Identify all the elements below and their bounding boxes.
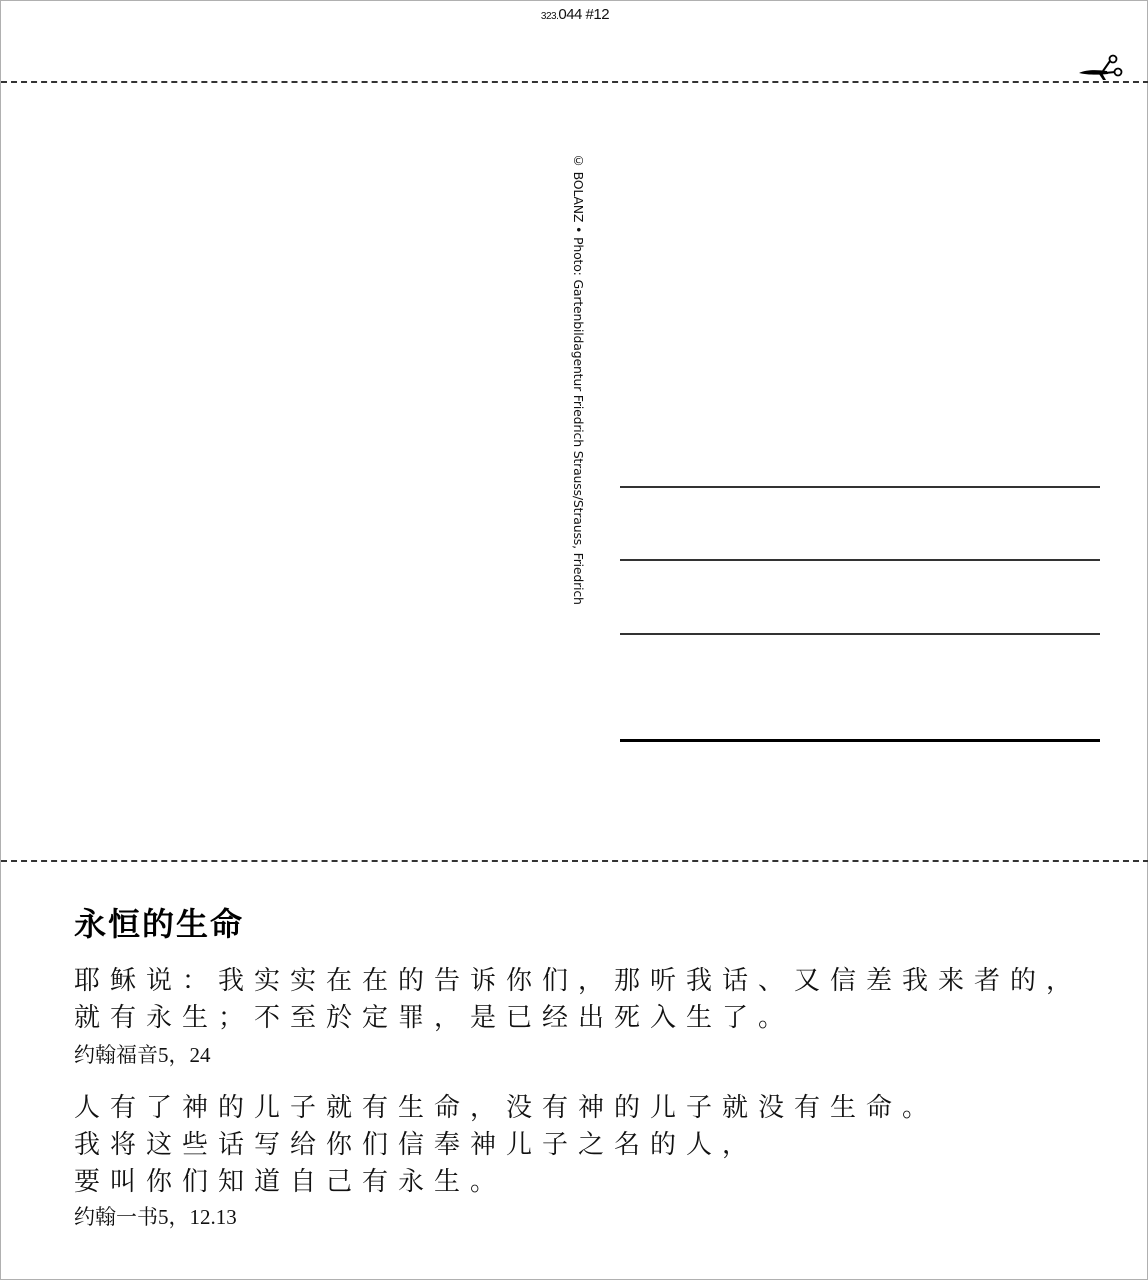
verse2-line2: 我将这些话写给你们信奉神儿子之名的人，: [74, 1130, 759, 1160]
verse1-line1: 耶稣说：我实实在在的告诉你们，那听我话、又信差我来者的，: [74, 966, 1083, 996]
product-code-prefix: 323.: [540, 11, 559, 22]
address-line-3: [620, 633, 1100, 635]
verse2-line3: 要叫你们知道自己有永生。: [74, 1167, 507, 1197]
photo-credit: © BOLANZ • Photo: Gartenbildagentur Friedrich Strauss/Strauss, Friedrich: [571, 153, 586, 605]
address-line-1: [620, 486, 1100, 488]
scissors-icon: [1077, 53, 1123, 83]
verse2-line1: 人有了神的儿子就有生命，没有神的儿子就没有生命。: [74, 1093, 939, 1123]
product-code-main: 044 #12: [558, 6, 610, 23]
cut-line-bottom: [1, 860, 1148, 862]
verse2-reference: 约翰一书5，12.13: [74, 1205, 237, 1229]
product-code: [1, 6, 1148, 23]
cut-line-top: [1, 81, 1148, 83]
address-line-4: [620, 739, 1100, 742]
verse1-reference: 约翰福音5，24: [74, 1043, 211, 1067]
address-line-2: [620, 559, 1100, 561]
verse1-line2: 就有永生；不至於定罪，是已经出死入生了。: [74, 1003, 795, 1033]
page-title: 永恒的生命: [74, 905, 245, 943]
